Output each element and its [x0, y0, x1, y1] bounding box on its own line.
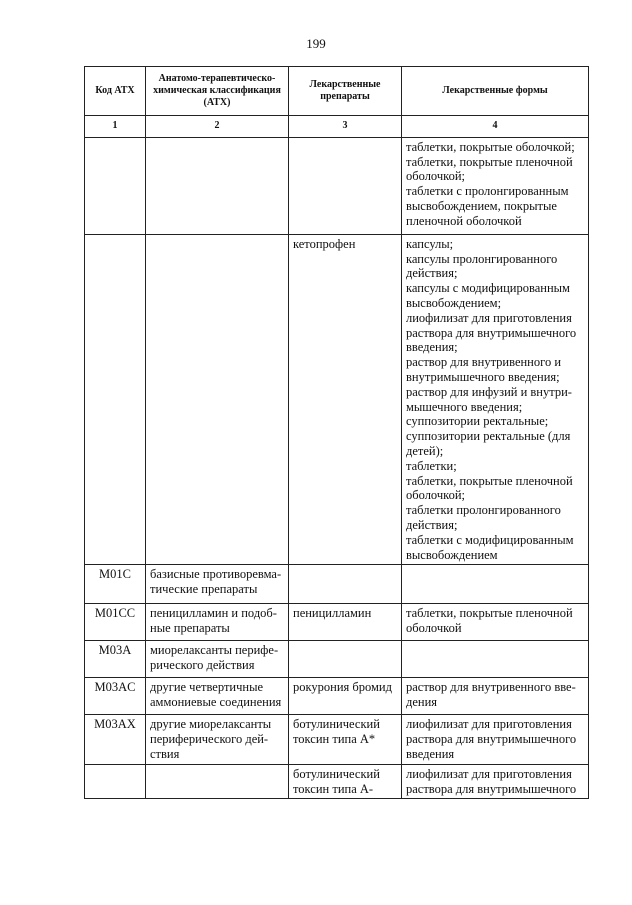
- header-atc-code: Код АТХ: [85, 67, 146, 116]
- atc-name-cell: другие миорелаксанты периферического дей- ствия: [146, 715, 289, 764]
- column-number: 2: [146, 116, 289, 138]
- dosage-forms-cell: [402, 565, 589, 604]
- atc-code-cell: [85, 764, 146, 799]
- page-number: 199: [306, 36, 326, 51]
- dosage-forms-cell: капсулы; капсулы пролонгированного действия; капсулы с модифицированным высвобождением; лиофилизат для приготовления раствора для внутримышечного введения; раствор для внутривенного и внутримышечного введения; раствор для инфузий и внутри- мышечного введения; суппозитории ректальные; суппозитории ректальные (для детей); таблетки; таблетки, покрытые пленочной оболочкой; таблетки пролонгированного действия; таблетки с модифицированным высвобождением: [402, 234, 589, 565]
- drug-cell: [289, 565, 402, 604]
- column-number: 3: [289, 116, 402, 138]
- table-row: [85, 234, 589, 565]
- dosage-forms-cell: лиофилизат для приготовления раствора для внутримышечного: [402, 764, 589, 799]
- drug-cell: кетопрофен: [289, 234, 402, 565]
- drug-cell: рокурония бромид: [289, 678, 402, 715]
- table-row: [85, 764, 589, 799]
- drug-cell: [289, 137, 402, 234]
- atc-code-cell: [85, 137, 146, 234]
- header-row: [85, 67, 589, 116]
- table-row: [85, 678, 589, 715]
- atc-code-cell: M01CC: [85, 604, 146, 641]
- atc-code-cell: M03A: [85, 641, 146, 678]
- atc-name-cell: [146, 234, 289, 565]
- atc-name-cell: [146, 137, 289, 234]
- drug-cell: ботулинический токсин типа А*: [289, 715, 402, 764]
- atc-name-cell: пеницилламин и подоб- ные препараты: [146, 604, 289, 641]
- atc-name-cell: базисные противоревма- тические препараты: [146, 565, 289, 604]
- header-dosage-forms: Лекарственные формы: [402, 67, 589, 116]
- column-number: 4: [402, 116, 589, 138]
- header-atc-classification: Анатомо-терапевтическо-химическая классификация (АТХ): [146, 67, 289, 116]
- atx-drug-table: [84, 66, 589, 799]
- table-row: [85, 604, 589, 641]
- dosage-forms-cell: раствор для внутривенного вве- дения: [402, 678, 589, 715]
- atc-code-cell: M03AC: [85, 678, 146, 715]
- table-row: [85, 641, 589, 678]
- table-row: [85, 565, 589, 604]
- drug-cell: ботулинический токсин типа А-: [289, 764, 402, 799]
- dosage-forms-cell: [402, 641, 589, 678]
- atc-name-cell: миорелаксанты перифе- рического действия: [146, 641, 289, 678]
- header-drugs: Лекарственные препараты: [289, 67, 402, 116]
- dosage-forms-cell: лиофилизат для приготовления раствора для внутримышечного введения: [402, 715, 589, 764]
- atc-name-cell: другие четвертичные аммониевые соединения: [146, 678, 289, 715]
- column-number: 1: [85, 116, 146, 138]
- drug-cell: [289, 641, 402, 678]
- atc-code-cell: M01C: [85, 565, 146, 604]
- atc-name-cell: [146, 764, 289, 799]
- atc-code-cell: M03AX: [85, 715, 146, 764]
- dosage-forms-cell: таблетки, покрытые оболочкой; таблетки, покрытые пленочной оболочкой; таблетки с пролонгированным высвобождением, покрытые пленочной оболочкой: [402, 137, 589, 234]
- column-number-row: [85, 116, 589, 138]
- dosage-forms-cell: таблетки, покрытые пленочной оболочкой: [402, 604, 589, 641]
- table-row: [85, 137, 589, 234]
- drug-cell: пеницилламин: [289, 604, 402, 641]
- atc-code-cell: [85, 234, 146, 565]
- table-row: [85, 715, 589, 764]
